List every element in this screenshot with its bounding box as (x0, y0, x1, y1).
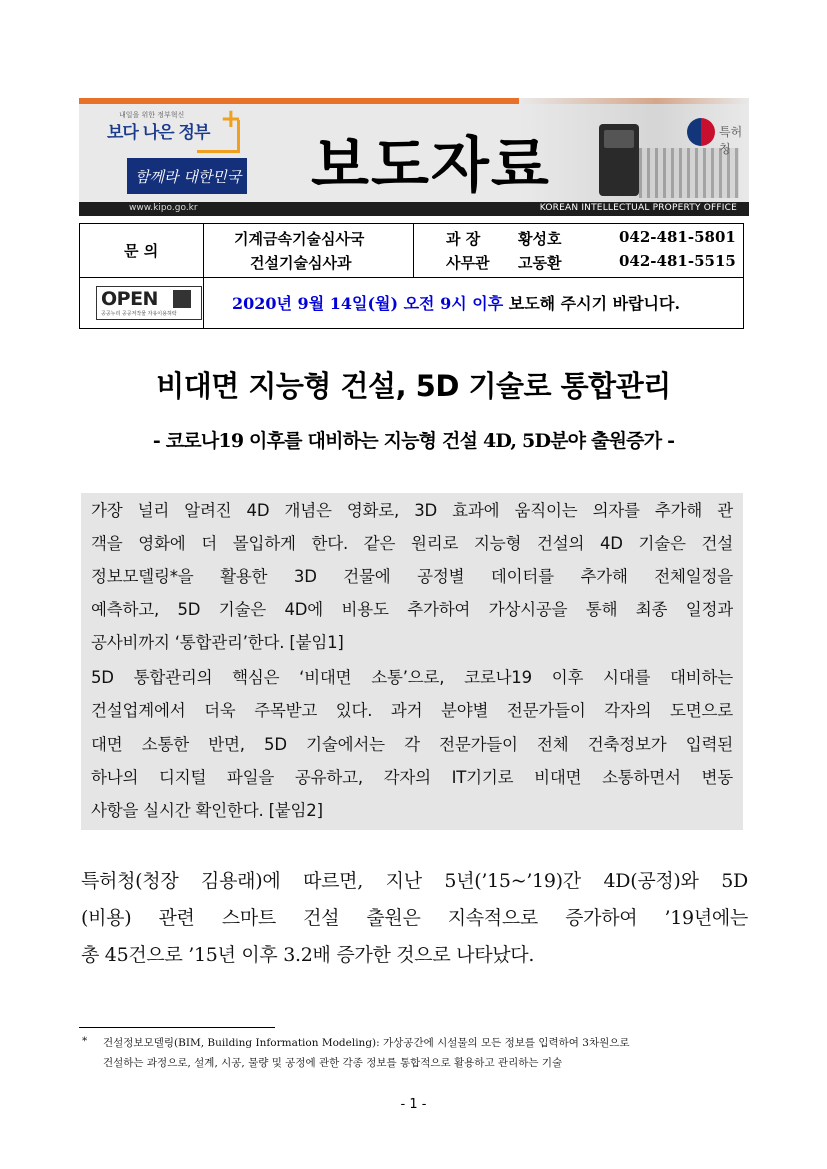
body-line: 총 45건으로 ’15년 이후 3.2배 증가한 것으로 나타났다. (81, 944, 535, 966)
page-number: - 1 - (400, 1097, 427, 1112)
summary-line: 건설업계에서 더욱 주목받고 있다. 과거 분야별 전문가들이 각자의 도면으로 (91, 701, 733, 720)
press-release-banner (79, 98, 749, 216)
table-divider-horizontal (80, 277, 743, 278)
person2-name: 고동환 (518, 254, 562, 272)
body-line: 특허청(청장 김용래)에 따르면, 지난 5년(’15~’19)간 4D(공정)와 5D (81, 870, 748, 892)
person2-phone: 042-481-5515 (619, 252, 736, 270)
table-divider-vertical (203, 224, 204, 328)
footnote-rule (79, 1027, 275, 1028)
subheadline: - 코로나19 이후를 대비하는 지능형 건설 4D, 5D분야 출원증가 - (152, 430, 675, 452)
office-english-name: KOREAN INTELLECTUAL PROPERTY OFFICE (539, 203, 737, 213)
summary-line: 정보모델링*을 활용한 3D 건물에 공정별 데이터를 추가해 전체일정을 (91, 567, 733, 586)
department-name: 기계금속기술심사국 (234, 230, 365, 248)
summary-line: 대면 소통한 반면, 5D 기술에서는 각 전문가들이 전체 건축정보가 입력된 (91, 735, 733, 754)
summary-box (81, 493, 743, 830)
open-license-logo (96, 286, 202, 320)
headline: 비대면 지능형 건설, 5D 기술로 통합관리 (156, 369, 671, 403)
banner-title: 보도자료 (311, 131, 551, 201)
embargo-date: 2020년 9월 14일(월) 오전 9시 이후 (232, 294, 504, 313)
summary-line: 사항을 실시간 확인한다. [붙임2] (91, 801, 323, 820)
agency-name: 특허청 (719, 125, 743, 156)
table-divider-vertical (413, 224, 414, 277)
person2-title: 사무관 (446, 254, 490, 272)
person1-phone: 042-481-5801 (619, 228, 736, 246)
summary-line: 하나의 디지털 파일을 공유하고, 각자의 IT기기로 비대면 소통하면서 변동 (91, 768, 733, 787)
open-logo-subtext: 공공누리 공공저작물 자유이용허락 (101, 311, 177, 317)
summary-line: 객을 영화에 더 몰입하게 한다. 같은 원리로 지능형 건설의 4D 기술은 건설 (91, 534, 733, 553)
camera-lens-detail (604, 130, 634, 148)
body-line: (비용) 관련 스마트 건설 출원은 지속적으로 증가하여 ’19년에는 (81, 907, 748, 929)
embargo-request: 보도해 주시기 바랍니다. (503, 294, 681, 313)
website-url[interactable]: www.kipo.go.kr (129, 203, 198, 213)
footnote-line: 건설정보모델링(BIM, Building Information Modeling): 가상공간에 시설물의 모든 정보를 입력하여 3차원으로 (103, 1037, 630, 1049)
division-name: 건설기술심사과 (250, 254, 352, 272)
plus-icon: + (220, 104, 242, 134)
footnote-marker: * (82, 1035, 88, 1047)
summary-line: 가장 널리 알려진 4D 개념은 영화로, 3D 효과에 움직이는 의자를 추가해 관 (91, 501, 733, 520)
summary-line: 5D 통합관리의 핵심은 ‘비대면 소통’으로, 코로나19 이후 시대를 대비하는 (91, 668, 733, 687)
person1-title: 과 장 (446, 230, 481, 248)
person-icon (173, 290, 191, 308)
summary-line: 공사비까지 ‘통합관리’한다. [붙임1] (91, 633, 344, 652)
person1-name: 황성호 (518, 230, 562, 248)
footnote-line: 건설하는 과정으로, 설계, 시공, 물량 및 공정에 관한 각종 정보를 통합적으로 활용하고 관리하는 기술 (103, 1057, 563, 1069)
contact-label: 문 의 (124, 242, 159, 260)
slogan-small-text: 내일을 위한 정부혁신 (119, 111, 185, 119)
embargo-notice (232, 291, 680, 314)
summary-line: 예측하고, 5D 기술은 4D에 비용도 추가하여 가상시공을 통해 최종 일정과 (91, 600, 733, 619)
slogan-signature-text: 함께라 대한민국 (135, 168, 242, 186)
open-logo-text: OPEN (101, 288, 158, 310)
slogan-main-text: 보다 나은 정부 (107, 123, 210, 143)
taegeuk-emblem-icon (687, 118, 715, 146)
